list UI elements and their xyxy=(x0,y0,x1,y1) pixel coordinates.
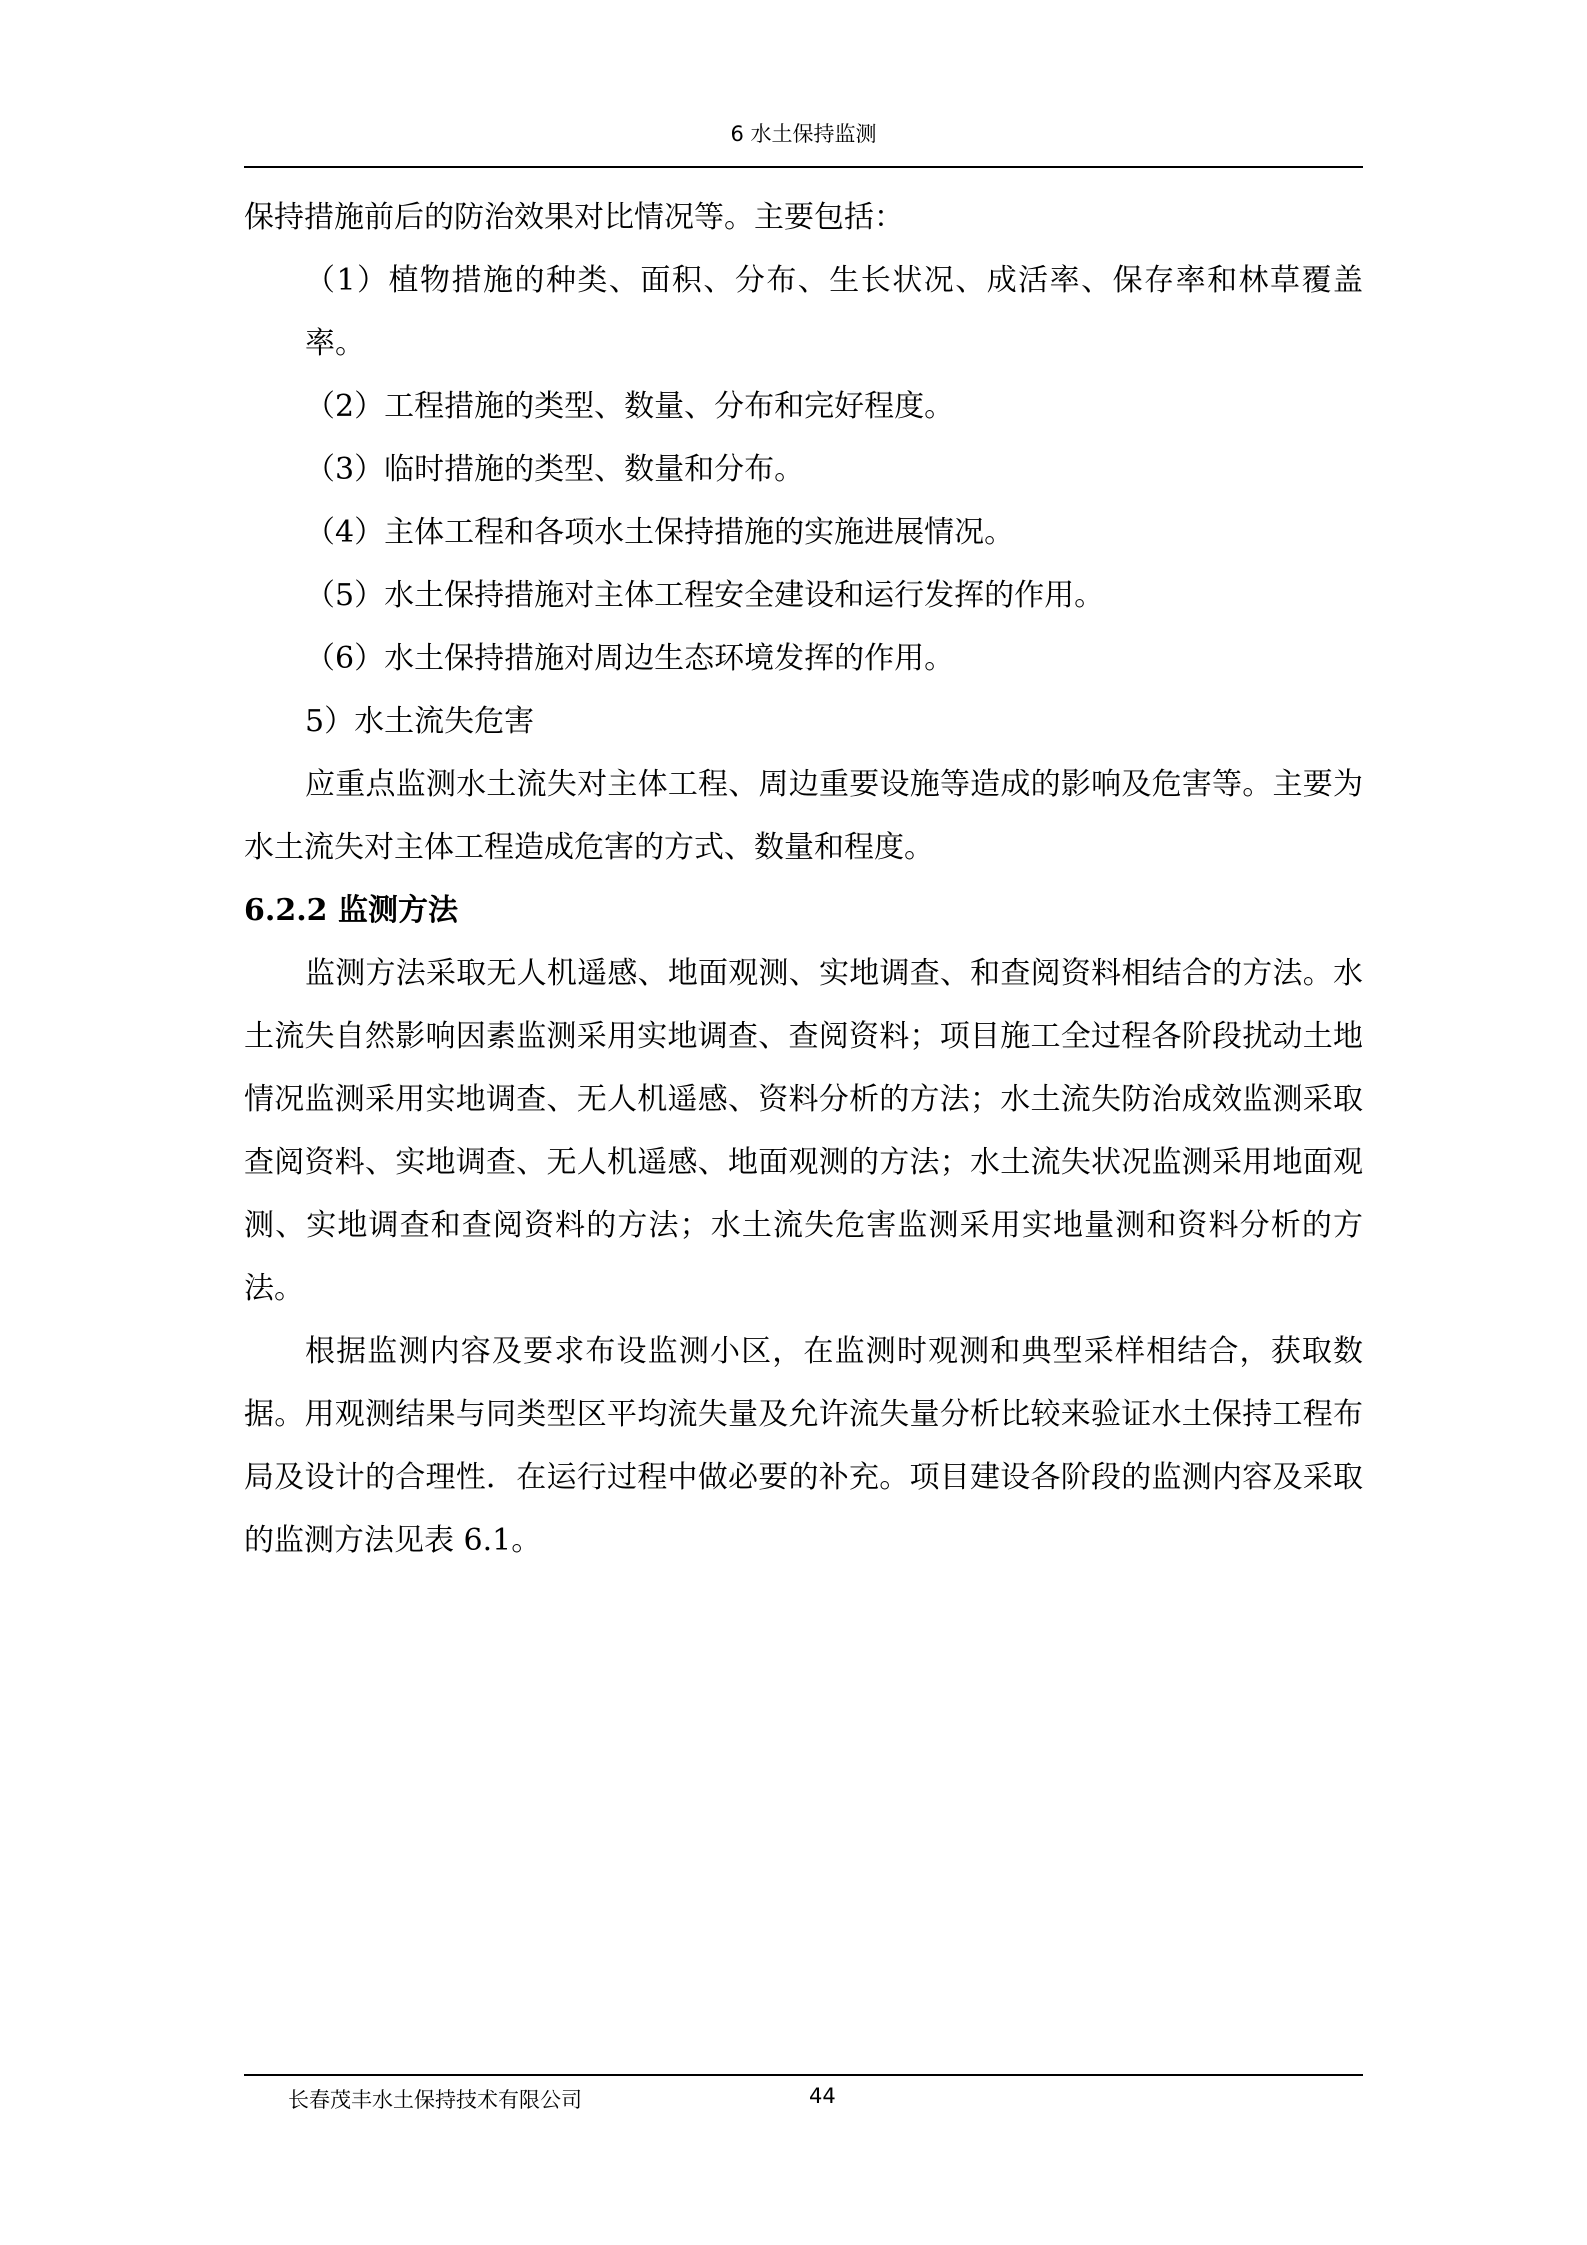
page-number: 44 xyxy=(809,2084,836,2108)
plots-paragraph: 根据监测内容及要求布设监测小区，在监测时观测和典型采样相结合，获取数据。用观测结果与同类型区平均流失量及允许流失量分析比较来验证水土保持工程布局及设计的合理性．在运行过程中做必要的补充。项目建设各阶段的监测内容及采取的监测方法见表 6.1。 xyxy=(244,1334,1363,1558)
page-header xyxy=(244,108,1363,168)
footer-company: 长春茂丰水土保持技术有限公司 xyxy=(288,2088,582,2112)
methods-paragraph: 监测方法采取无人机遥感、地面观测、实地调查、和查阅资料相结合的方法。水土流失自然影响因素监测采用实地调查、查阅资料；项目施工全过程各阶段扰动土地情况监测采用实地调查、无人机遥感、资料分析的方法；水土流失防治成效监测采取查阅资料、实地调查、无人机遥感、地面观测的方法；水土流失状况监测采用地面观测、实地调查和查阅资料的方法；水土流失危害监测采用实地量测和资料分析的方法。 xyxy=(244,956,1363,1306)
list-item-3: （3）临时措施的类型、数量和分布。 xyxy=(305,452,805,487)
subheading-hazard: 5）水土流失危害 xyxy=(305,704,535,739)
list-item-4: （4）主体工程和各项水土保持措施的实施进展情况。 xyxy=(305,515,1015,550)
list-item-2: （2）工程措施的类型、数量、分布和完好程度。 xyxy=(305,389,955,424)
list-item-6: （6）水土保持措施对周边生态环境发挥的作用。 xyxy=(305,641,955,676)
hazard-paragraph: 应重点监测水土流失对主体工程、周边重要设施等造成的影响及危害等。主要为水土流失对主体工程造成危害的方式、数量和程度。 xyxy=(244,767,1363,865)
page-footer xyxy=(244,2074,1363,2126)
list-item-1: （1）植物措施的种类、面积、分布、生长状况、成活率、保存率和林草覆盖率。 xyxy=(305,263,1363,361)
section-heading-6-2-2: 6.2.2 监测方法 xyxy=(244,893,458,928)
header-title: 6 水土保持监测 xyxy=(730,122,877,146)
document-body xyxy=(244,186,1363,1572)
intro-paragraph: 保持措施前后的防治效果对比情况等。主要包括： xyxy=(244,200,904,235)
list-item-5: （5）水土保持措施对主体工程安全建设和运行发挥的作用。 xyxy=(305,578,1105,613)
